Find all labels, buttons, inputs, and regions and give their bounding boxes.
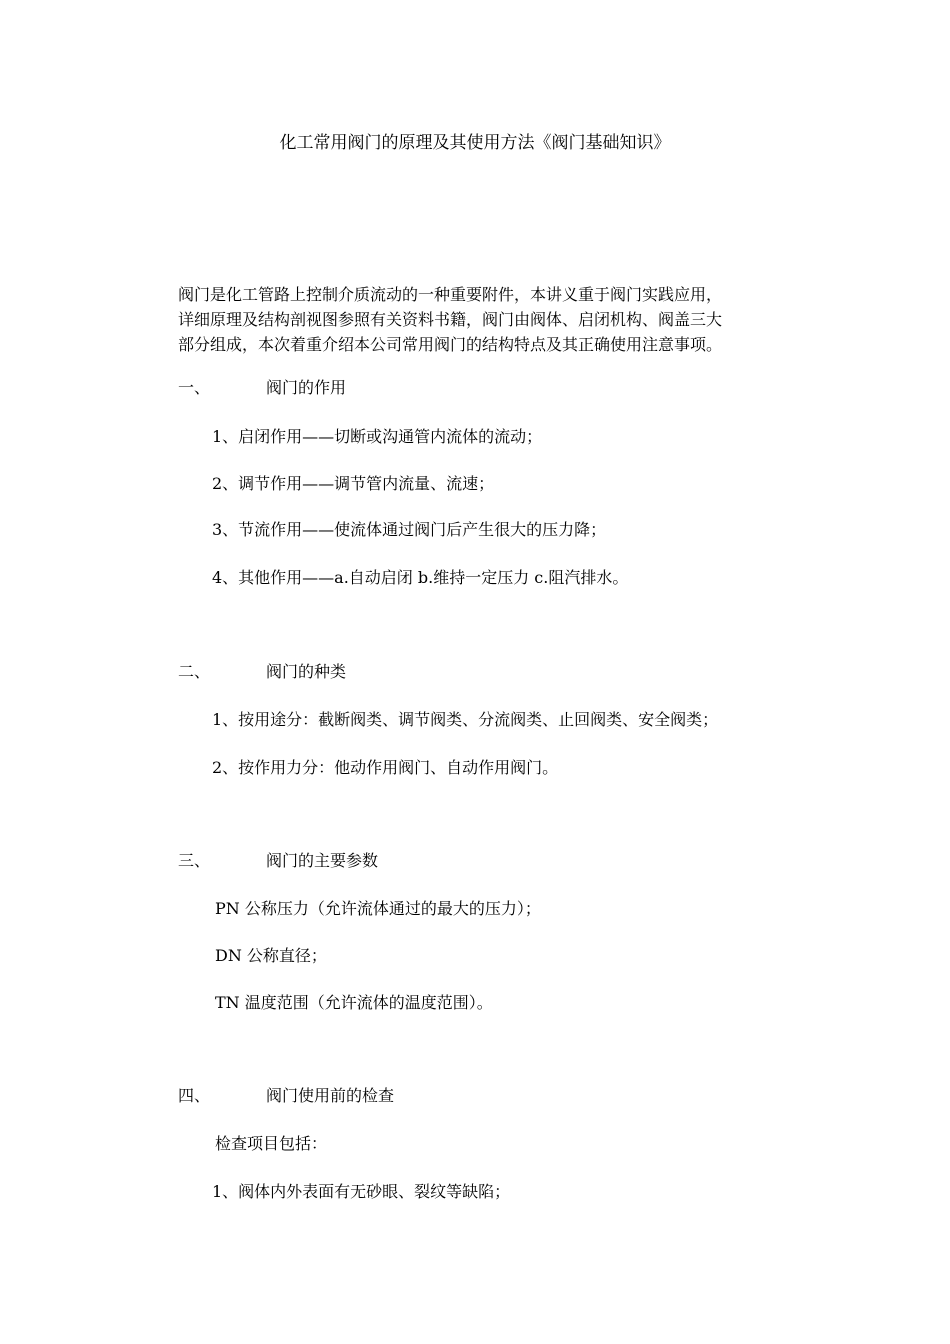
section-heading: 阀门的种类 [266,662,347,681]
list-intro: 检查项目包括： [215,1134,328,1153]
document-title: 化工常用阀门的原理及其使用方法《阀门基础知识》 [279,133,671,153]
section-number: 三、 [178,851,211,870]
section-heading: 阀门使用前的检查 [266,1086,395,1105]
parameter-item: TN 温度范围（允许流体的温度范围）。 [215,993,493,1012]
list-item: 2、调节作用——调节管内流量、流速； [212,474,495,493]
intro-line: 详细原理及结构剖视图参照有关资料书籍，阀门由阀体、启闭机构、阀盖三大 [178,310,723,329]
section-number: 二、 [178,662,211,681]
intro-line: 部分组成，本次着重介绍本公司常用阀门的结构特点及其正确使用注意事项。 [178,335,723,354]
list-item: 1、启闭作用——切断或沟通管内流体的流动； [212,427,543,446]
list-item: 1、阀体内外表面有无砂眼、裂纹等缺陷； [212,1182,511,1201]
intro-line: 阀门是化工管路上控制介质流动的一种重要附件，本讲义重于阀门实践应用， [178,285,723,304]
list-item: 3、节流作用——使流体通过阀门后产生很大的压力降； [212,520,607,539]
parameter-item: PN 公称压力（允许流体通过的最大的压力）； [215,899,541,918]
intro-paragraph [178,282,778,357]
list-item: 1、按用途分：截断阀类、调节阀类、分流阀类、止回阀类、安全阀类； [212,710,719,729]
parameter-item: DN 公称直径； [215,946,327,965]
list-item: 2、按作用力分：他动作用阀门、自动作用阀门。 [212,758,559,777]
list-item: 4、其他作用——a.自动启闭 b.维持一定压力 c.阻汽排水。 [212,568,629,587]
section-number: 一、 [178,378,211,397]
section-heading: 阀门的作用 [266,378,347,397]
section-number: 四、 [178,1086,211,1105]
section-heading: 阀门的主要参数 [266,851,379,870]
